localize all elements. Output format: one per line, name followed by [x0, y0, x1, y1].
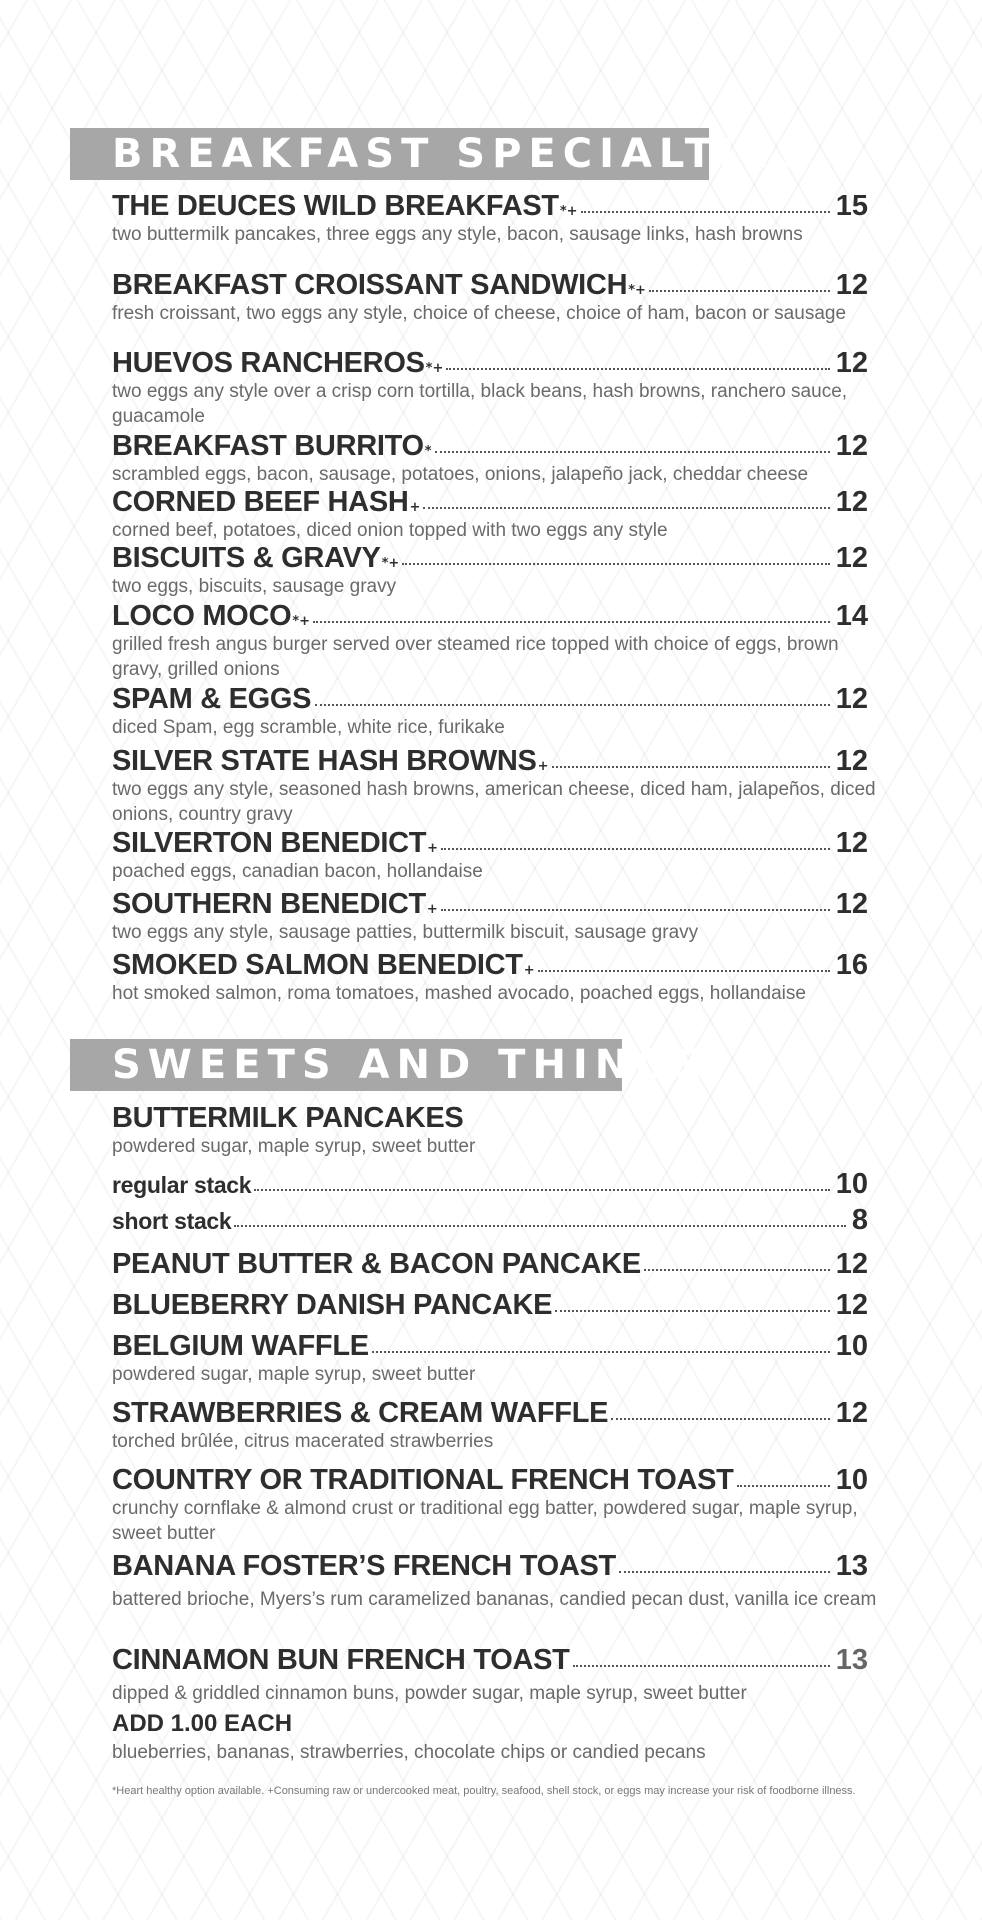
item-price: 10: [835, 1168, 868, 1200]
item-price: 12: [835, 827, 868, 859]
item-name: COUNTRY OR TRADITIONAL FRENCH TOAST: [112, 1464, 734, 1496]
item-description: dipped & griddled cinnamon buns, powder sugar, maple syrup, sweet butter: [112, 1683, 747, 1704]
item-description: diced Spam, egg scramble, white rice, furikake: [112, 717, 505, 738]
menu-item: SOUTHERN BENEDICT + 12 two eggs any style, sausage patties, buttermilk biscuit, sausage gravy: [112, 888, 868, 945]
item-name: BREAKFAST BURRITO: [112, 430, 424, 462]
menu-subitem: [112, 1204, 868, 1236]
item-price: 12: [835, 888, 868, 920]
dot-leader: [441, 848, 830, 850]
menu-item: THE DEUCES WILD BREAKFAST *+ 15 two buttermilk pancakes, three eggs any style, bacon, sausage links, hash browns: [112, 190, 868, 247]
item-description: corned beef, potatoes, diced onion topped with two eggs any style: [112, 520, 668, 541]
menu-item: SMOKED SALMON BENEDICT + 16 hot smoked salmon, roma tomatoes, mashed avocado, poached eggs, hollandaise: [112, 949, 868, 1006]
menu-item: SILVER STATE HASH BROWNS + 12 two eggs any style, seasoned hash browns, american cheese, diced ham, jalapeños, diced onions, country gravy: [112, 745, 868, 827]
item-name: BISCUITS & GRAVY: [112, 542, 381, 574]
item-description: hot smoked salmon, roma tomatoes, mashed avocado, poached eggs, hollandaise: [112, 983, 806, 1004]
item-price: 10: [835, 1330, 868, 1362]
item-description: powdered sugar, maple syrup, sweet butter: [112, 1364, 476, 1385]
dot-leader: [737, 1485, 830, 1487]
dot-leader: [649, 290, 830, 292]
menu-item: [112, 1464, 868, 1546]
dot-leader: [619, 1571, 830, 1573]
breakfast-section-title: BREAKFAST SPECIALTIES: [70, 128, 709, 180]
item-name: CORNED BEEF HASH: [112, 486, 409, 518]
item-name: HUEVOS RANCHEROS: [112, 347, 425, 379]
dot-leader: [538, 970, 830, 972]
item-name: BANANA FOSTER’S FRENCH TOAST: [112, 1550, 616, 1582]
dot-leader: [423, 507, 829, 509]
dot-leader: [402, 563, 829, 565]
item-name: THE DEUCES WILD BREAKFAST: [112, 190, 559, 222]
item-name: STRAWBERRIES & CREAM WAFFLE: [112, 1397, 609, 1429]
dot-leader: [644, 1269, 830, 1271]
item-description: two eggs any style, sausage patties, buttermilk biscuit, sausage gravy: [112, 922, 699, 943]
menu-item: BREAKFAST CROISSANT SANDWICH *+ 12 fresh croissant, two eggs any style, choice of cheese, choice of ham, bacon or sausage: [112, 269, 868, 326]
menu-item: [112, 1330, 868, 1387]
item-description: scrambled eggs, bacon, sausage, potatoes, onions, jalapeño jack, cheddar cheese: [112, 464, 809, 485]
dot-leader: [372, 1351, 830, 1353]
dot-leader: [611, 1418, 830, 1420]
menu-item: [112, 683, 868, 740]
menu-item: BISCUITS & GRAVY *+ 12 two eggs, biscuits, sausage gravy: [112, 542, 868, 599]
item-name: SILVERTON BENEDICT: [112, 827, 427, 859]
item-price: 14: [835, 600, 868, 632]
menu-item: LOCO MOCO *+ 14 grilled fresh angus burger served over steamed rice topped with choice of eggs, brown gravy, grilled onions: [112, 600, 868, 682]
dot-leader: [313, 621, 830, 623]
add-on-description: blueberries, bananas, strawberries, chocolate chips or candied pecans: [112, 1742, 706, 1763]
item-description: battered brioche, Myers’s rum caramelized bananas, candied pecan dust, vanilla ice cream: [112, 1589, 877, 1610]
item-price: 12: [835, 683, 868, 715]
menu-item: [112, 1397, 868, 1454]
item-name: BREAKFAST CROISSANT SANDWICH: [112, 269, 628, 301]
item-name: SMOKED SALMON BENEDICT: [112, 949, 523, 981]
item-name: LOCO MOCO: [112, 600, 292, 632]
sweets-section-title: SWEETS AND THINGS: [70, 1039, 622, 1091]
item-price: 12: [835, 486, 868, 518]
menu-item: SILVERTON BENEDICT + 12 poached eggs, canadian bacon, hollandaise: [112, 827, 868, 884]
dot-leader: [552, 766, 830, 768]
dot-leader: [555, 1310, 830, 1312]
item-price: 13: [835, 1644, 868, 1676]
item-description: powdered sugar, maple syrup, sweet butter: [112, 1136, 476, 1157]
item-name: regular stack: [112, 1172, 252, 1198]
item-name: BELGIUM WAFFLE: [112, 1330, 369, 1362]
dot-leader: [315, 704, 830, 706]
item-name: BLUEBERRY DANISH PANCAKE: [112, 1289, 553, 1321]
item-price: 10: [835, 1464, 868, 1496]
menu-item: [112, 1550, 877, 1612]
add-on-title: ADD 1.00 EACH: [112, 1710, 293, 1737]
menu-item: BREAKFAST BURRITO * 12 scrambled eggs, bacon, sausage, potatoes, onions, jalapeño jack, cheddar cheese: [112, 430, 868, 487]
item-name: short stack: [112, 1208, 232, 1234]
dot-leader: [573, 1665, 830, 1667]
dot-leader: [441, 909, 830, 911]
menu-item: [112, 1289, 868, 1321]
item-price: 12: [835, 430, 868, 462]
item-description: fresh croissant, two eggs any style, choice of cheese, choice of ham, bacon or sausage: [112, 303, 847, 324]
menu-item: HUEVOS RANCHEROS *+ 12 two eggs any style over a crisp corn tortilla, black beans, hash browns, ranchero sauce, guacamole: [112, 347, 868, 429]
dot-leader: [581, 211, 830, 213]
item-description: two eggs any style over a crisp corn tortilla, black beans, hash browns, ranchero sauce, guacamole: [112, 381, 848, 427]
menu-item: [112, 1102, 868, 1159]
dot-leader: [435, 451, 830, 453]
dot-leader: [234, 1225, 845, 1227]
item-name: SPAM & EGGS: [112, 683, 312, 715]
item-description: two eggs, biscuits, sausage gravy: [112, 576, 397, 597]
menu-subitem: [112, 1168, 868, 1200]
item-description: two eggs any style, seasoned hash browns, american cheese, diced ham, jalapeños, diced onions, country gravy: [112, 779, 876, 825]
item-price: 12: [835, 1397, 868, 1429]
item-price: 12: [835, 542, 868, 574]
item-name: CINNAMON BUN FRENCH TOAST: [112, 1644, 570, 1676]
item-description: torched brûlée, citrus macerated strawberries: [112, 1431, 494, 1452]
item-price: 12: [835, 745, 868, 777]
dot-leader: [446, 368, 829, 370]
item-description: two buttermilk pancakes, three eggs any style, bacon, sausage links, hash browns: [112, 224, 803, 245]
item-name: BUTTERMILK PANCAKES: [112, 1102, 464, 1134]
menu-item: CORNED BEEF HASH + 12 corned beef, potatoes, diced onion topped with two eggs any style: [112, 486, 868, 543]
item-description: poached eggs, canadian bacon, hollandaise: [112, 861, 483, 882]
item-name: SILVER STATE HASH BROWNS: [112, 745, 537, 777]
item-name: SOUTHERN BENEDICT: [112, 888, 426, 920]
menu-item: [112, 1248, 868, 1280]
footnote: *Heart healthy option available. +Consuming raw or undercooked meat, poultry, seafood, shell stock, or eggs may increase your risk of foodborne illness.: [112, 1785, 856, 1797]
item-description: grilled fresh angus burger served over steamed rice topped with choice of eggs, brown gravy, grilled onions: [112, 634, 839, 680]
item-price: 12: [835, 269, 868, 301]
item-name: PEANUT BUTTER & BACON PANCAKE: [112, 1248, 641, 1280]
item-price: 12: [835, 1248, 868, 1280]
item-price: 13: [835, 1550, 868, 1582]
item-price: 15: [835, 190, 868, 222]
item-price: 12: [835, 347, 868, 379]
item-price: 8: [851, 1204, 868, 1236]
menu-item: [112, 1644, 868, 1765]
item-description: crunchy cornflake & almond crust or traditional egg batter, powdered sugar, maple syrup, sweet butter: [112, 1498, 858, 1544]
dot-leader: [254, 1189, 829, 1191]
item-price: 12: [835, 1289, 868, 1321]
item-price: 16: [835, 949, 868, 981]
